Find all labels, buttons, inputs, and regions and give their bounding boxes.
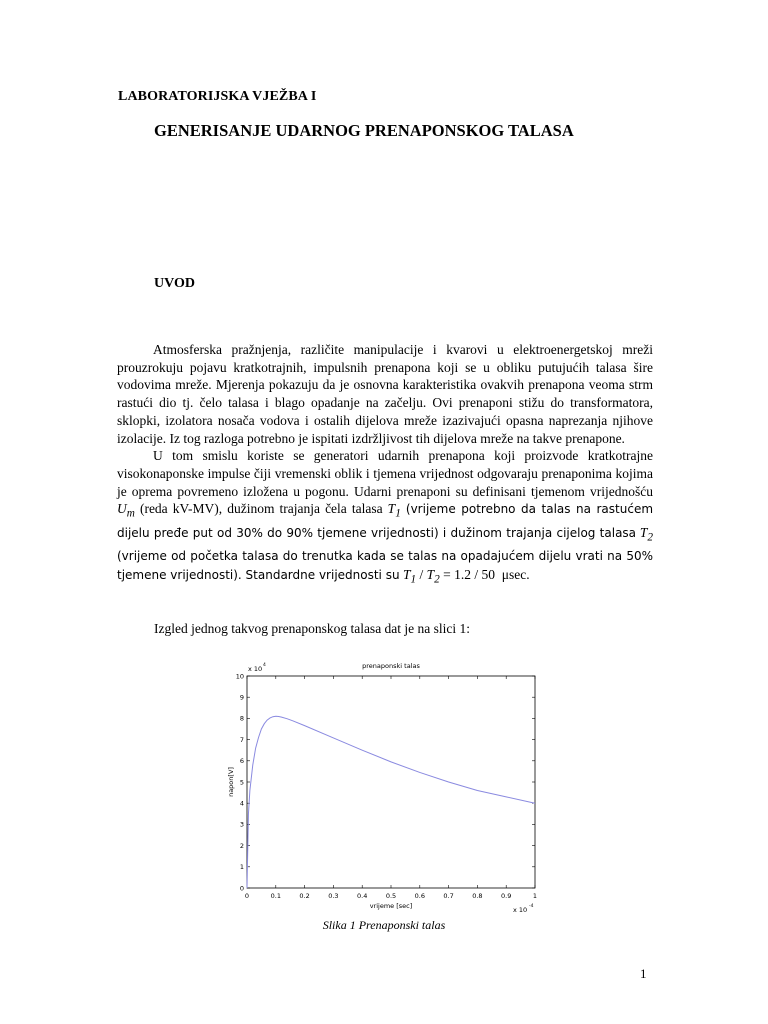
x-tick-label: 0.4 xyxy=(357,892,368,900)
x-tick-label: 0.8 xyxy=(472,892,483,900)
chart-title: prenaponski talas xyxy=(362,662,420,670)
x-tick-label: 0.5 xyxy=(385,892,397,900)
y-exponent-label: x 10 xyxy=(248,665,263,673)
y-tick-label: 0 xyxy=(239,884,244,893)
y-tick-label: 4 xyxy=(239,799,244,808)
paragraph-1: Atmosferska pražnjenja, različite manipulacije i kvarovi u elektroenergetskoj mreži prouzrokuju pojavu kratkotrajnih, impulsnih prenapona koji se u obliku putujućih talasa šire vodovima mreže. Mjerenja pokazuju da je osnovna karakteristika ovakvih prenapona veoma strm rastući dio tj. čelo talasa i blago opadanje na začelju. Ovi prenaponi stižu do transformatora, sklopki, izolatora nosača vodova i ostalih dijelova mreže izazivajući opasna naprezanja njihove izolacije. Iz tog razloga potrebno je ispitati izdržljivost tih dijelova mreže na takve prenapone. xyxy=(117,342,653,446)
paragraph-2-part-a: U tom smislu koriste se generatori udarnih prenapona koji proizvode kratkotrajne visokonaponske impulse čiji vremenski oblik i tjemena vrijednost odgovaraju prenaponima kojima je oprema povremeno izložena u pogonu. Udarni prenaponi su definisani tjemenom vrijednošću xyxy=(117,448,653,499)
figure-intro-text: Izgled jednog takvog prenaponskog talasa dat je na slici 1: xyxy=(154,621,471,636)
y-tick-label: 7 xyxy=(239,735,244,744)
figure-caption: Slika 1 Prenaponski talas xyxy=(322,918,446,932)
y-tick-label: 8 xyxy=(239,714,244,723)
y-axis-label: napon[V] xyxy=(227,767,235,797)
y-tick-label: 10 xyxy=(235,672,244,681)
x-tick-label: 0.2 xyxy=(299,892,310,900)
paragraph-2-part-c: (vrijeme potrebno da talas na rastućem dijelu pređe put od 30% do 90% tjemene vrijednosti) i dužinom trajanja cijelog talasa xyxy=(117,502,654,540)
main-title: GENERISANJE UDARNOG PRENAPONSKOG TALASA xyxy=(154,121,574,140)
x-tick-label: 0.6 xyxy=(414,892,425,900)
x-tick-label: 0.1 xyxy=(270,892,281,900)
x-exponent: -4 xyxy=(529,904,534,909)
section-heading-uvod: UVOD xyxy=(154,276,195,291)
page-number: 1 xyxy=(640,966,647,981)
y-tick-label: 3 xyxy=(239,820,244,829)
x-axis-label: vrijeme [sec] xyxy=(369,902,413,910)
x-tick-label: 1 xyxy=(532,892,538,900)
x-tick-label: 0.9 xyxy=(501,892,512,900)
figure-1-chart xyxy=(224,656,544,918)
intro-body xyxy=(117,341,653,589)
standard-values-formula: $T_1 / T_2 = 1.2 / 50$ μsec. xyxy=(402,566,530,586)
symbol-t1: $T_1$ xyxy=(387,501,401,521)
y-tick-label: 2 xyxy=(239,841,244,850)
y-tick-label: 1 xyxy=(239,863,244,872)
y-exponent: 4 xyxy=(263,663,266,668)
x-tick-label: 0.3 xyxy=(328,892,339,900)
paragraph-2-part-b: (reda kV-MV), dužinom trajanja čela talasa xyxy=(139,501,383,517)
y-tick-label: 5 xyxy=(239,778,244,787)
x-tick-label: 0.7 xyxy=(443,892,454,900)
x-tick-label: 0 xyxy=(244,892,250,900)
paragraph-2 xyxy=(117,447,653,589)
symbol-um: $U_m$ xyxy=(117,501,135,521)
plot-frame xyxy=(247,676,535,888)
symbol-t2: $T_2$ xyxy=(639,524,653,544)
y-tick-label: 6 xyxy=(239,757,244,766)
y-tick-label: 9 xyxy=(239,693,244,702)
x-exponent-label: x 10 xyxy=(513,906,528,914)
chart-svg xyxy=(224,656,544,918)
paragraph-2-part-d: (vrijeme od početka talasa do trenutka kada se talas na opadajućem dijelu vrati na 50% tjemene vrijednosti). Standardne vrijednosti su xyxy=(117,549,653,582)
series-line xyxy=(247,716,535,888)
lab-exercise-title: LABORATORIJSKA VJEŽBA I xyxy=(118,89,317,104)
